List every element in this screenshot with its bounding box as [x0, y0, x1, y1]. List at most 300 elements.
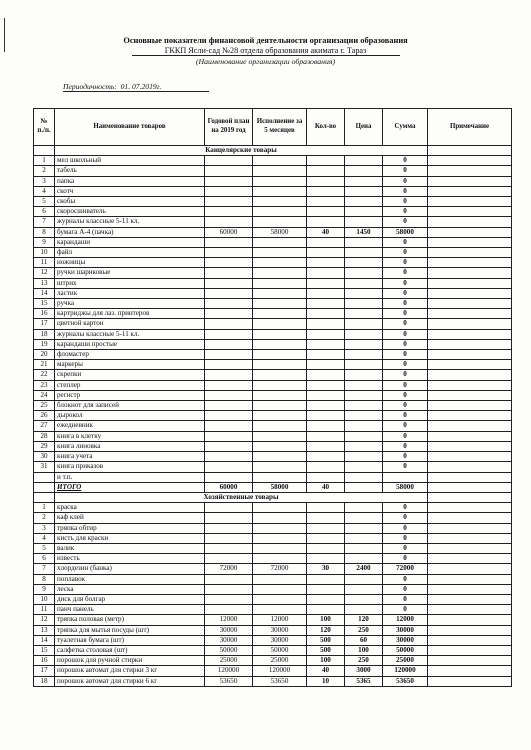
row-execution — [253, 605, 307, 615]
row-note — [428, 166, 512, 176]
row-qty: 40 — [307, 666, 345, 676]
row-name: журналы классные 5-11 кл. — [55, 329, 205, 339]
table-row — [34, 227, 512, 237]
row-plan — [205, 217, 253, 227]
row-name: регистр — [55, 390, 205, 400]
row-name: маркеры — [55, 360, 205, 370]
row-qty — [307, 278, 345, 288]
row-execution: 50000 — [253, 645, 307, 655]
row-execution — [253, 176, 307, 186]
row-qty — [307, 390, 345, 400]
row-name: ручка — [55, 299, 205, 309]
table-row — [34, 156, 512, 166]
section-spacer — [34, 146, 55, 156]
row-name: порошок для ручной стирки — [55, 656, 205, 666]
row-note — [428, 248, 512, 258]
row-sum: 0 — [383, 319, 428, 329]
row-note — [428, 472, 512, 482]
row-num: 15 — [34, 645, 55, 655]
table-row — [34, 258, 512, 268]
row-execution — [253, 390, 307, 400]
row-name: краска — [55, 503, 205, 513]
row-name: тряпка для мытья посуды (шт) — [55, 625, 205, 635]
row-note — [428, 482, 512, 492]
row-price — [345, 350, 383, 360]
row-plan — [205, 278, 253, 288]
row-plan — [205, 574, 253, 584]
row-name: книга в клетку — [55, 431, 205, 441]
row-num: 13 — [34, 625, 55, 635]
organization-caption: (Наименование организации образования) — [195, 57, 336, 66]
table-row — [34, 554, 512, 564]
row-sum: 25000 — [383, 656, 428, 666]
table-row — [34, 656, 512, 666]
row-price — [345, 401, 383, 411]
row-execution — [253, 554, 307, 564]
row-num: 5 — [34, 543, 55, 553]
row-plan — [205, 462, 253, 472]
section-spacer — [428, 146, 512, 156]
row-price — [345, 533, 383, 543]
row-note — [428, 441, 512, 451]
table-row — [34, 676, 512, 686]
row-sum: 0 — [383, 217, 428, 227]
row-execution — [253, 339, 307, 349]
table-row — [34, 615, 512, 625]
row-qty — [307, 258, 345, 268]
row-name: тряпка обтир — [55, 523, 205, 533]
row-qty — [307, 350, 345, 360]
row-name: ИТОГО — [55, 482, 205, 492]
row-execution — [253, 594, 307, 604]
row-price — [345, 605, 383, 615]
row-plan: 60000 — [205, 227, 253, 237]
table-row — [34, 217, 512, 227]
table-row — [34, 380, 512, 390]
table-row — [34, 278, 512, 288]
row-execution — [253, 584, 307, 594]
table-header-row — [34, 109, 512, 146]
row-qty — [307, 513, 345, 523]
row-plan: 50000 — [205, 645, 253, 655]
row-price — [345, 166, 383, 176]
row-note — [428, 319, 512, 329]
row-price — [345, 319, 383, 329]
row-name: ежедневник — [55, 421, 205, 431]
row-qty — [307, 197, 345, 207]
row-execution: 30000 — [253, 625, 307, 635]
row-qty: 100 — [307, 656, 345, 666]
row-plan: 30000 — [205, 635, 253, 645]
row-num: 2 — [34, 166, 55, 176]
row-execution — [253, 268, 307, 278]
row-execution: 30000 — [253, 635, 307, 645]
row-num: 11 — [34, 605, 55, 615]
row-note — [428, 676, 512, 686]
row-num: 16 — [34, 656, 55, 666]
row-execution — [253, 237, 307, 247]
row-num: 17 — [34, 666, 55, 676]
row-price — [345, 186, 383, 196]
row-price — [345, 339, 383, 349]
row-note — [428, 421, 512, 431]
row-qty — [307, 329, 345, 339]
section-title: Канцелярские товары — [55, 146, 428, 156]
row-note — [428, 309, 512, 319]
row-note — [428, 156, 512, 166]
row-qty — [307, 401, 345, 411]
row-execution — [253, 503, 307, 513]
row-name: скотч — [55, 186, 205, 196]
row-note — [428, 237, 512, 247]
row-plan — [205, 441, 253, 451]
row-sum: 0 — [383, 350, 428, 360]
row-sum: 0 — [383, 390, 428, 400]
row-num: 17 — [34, 319, 55, 329]
row-name: ластик — [55, 288, 205, 298]
row-plan — [205, 329, 253, 339]
row-name: штрих — [55, 278, 205, 288]
row-qty — [307, 421, 345, 431]
row-sum: 12000 — [383, 615, 428, 625]
row-plan — [205, 360, 253, 370]
row-sum: 0 — [383, 268, 428, 278]
row-plan — [205, 258, 253, 268]
row-name: папка — [55, 176, 205, 186]
row-name: кисть для краски — [55, 533, 205, 543]
row-name: файл — [55, 248, 205, 258]
row-execution — [253, 288, 307, 298]
row-qty — [307, 411, 345, 421]
row-num: 6 — [34, 554, 55, 564]
row-sum: 58000 — [383, 482, 428, 492]
total-row — [34, 482, 512, 492]
row-plan — [205, 370, 253, 380]
row-num: 18 — [34, 676, 55, 686]
row-qty — [307, 166, 345, 176]
row-num: 5 — [34, 197, 55, 207]
row-qty — [307, 543, 345, 553]
table-row — [34, 594, 512, 604]
row-plan — [205, 411, 253, 421]
row-name: валик — [55, 543, 205, 553]
row-sum: 0 — [383, 288, 428, 298]
table-row — [34, 176, 512, 186]
report-title: Основные показатели финансовой деятельности организации образования — [123, 36, 408, 45]
row-plan — [205, 543, 253, 553]
row-note — [428, 380, 512, 390]
row-note — [428, 360, 512, 370]
row-qty — [307, 237, 345, 247]
table-row — [34, 299, 512, 309]
row-note — [428, 543, 512, 553]
row-sum: 0 — [383, 166, 428, 176]
row-plan — [205, 421, 253, 431]
row-name: скрепки — [55, 370, 205, 380]
row-num: 10 — [34, 248, 55, 258]
row-note — [428, 411, 512, 421]
row-note — [428, 339, 512, 349]
row-execution — [253, 523, 307, 533]
row-plan: 120000 — [205, 666, 253, 676]
row-price — [345, 360, 383, 370]
row-plan — [205, 186, 253, 196]
row-price — [345, 156, 383, 166]
row-execution: 58000 — [253, 227, 307, 237]
row-name: скоросшиватель — [55, 207, 205, 217]
table-row — [34, 645, 512, 655]
row-note — [428, 645, 512, 655]
row-num: 19 — [34, 339, 55, 349]
row-num: 12 — [34, 615, 55, 625]
row-num: 20 — [34, 350, 55, 360]
row-plan — [205, 594, 253, 604]
row-note — [428, 350, 512, 360]
goods-table — [33, 108, 512, 687]
table-row — [34, 584, 512, 594]
row-plan — [205, 554, 253, 564]
row-num: 15 — [34, 299, 55, 309]
row-name: каф клей — [55, 513, 205, 523]
row-execution: 53650 — [253, 676, 307, 686]
row-price — [345, 543, 383, 553]
row-name: степлер — [55, 380, 205, 390]
row-plan — [205, 319, 253, 329]
table-row — [34, 401, 512, 411]
row-qty: 120 — [307, 625, 345, 635]
row-qty — [307, 574, 345, 584]
row-qty — [307, 441, 345, 451]
table-row — [34, 207, 512, 217]
row-plan: 53650 — [205, 676, 253, 686]
row-sum: 120000 — [383, 666, 428, 676]
row-price — [345, 441, 383, 451]
col-header-note: Примечание — [428, 109, 512, 146]
row-name: диск для болгар — [55, 594, 205, 604]
row-qty — [307, 299, 345, 309]
row-num: 11 — [34, 258, 55, 268]
row-note — [428, 615, 512, 625]
row-name: ножницы — [55, 258, 205, 268]
row-plan — [205, 452, 253, 462]
table-row — [34, 472, 512, 482]
table-row — [34, 339, 512, 349]
row-price — [345, 380, 383, 390]
row-qty — [307, 309, 345, 319]
table-row — [34, 350, 512, 360]
row-num: 1 — [34, 503, 55, 513]
row-qty — [307, 472, 345, 482]
section-header-row — [34, 146, 512, 156]
table-row — [34, 574, 512, 584]
row-note — [428, 268, 512, 278]
row-price — [345, 472, 383, 482]
table-row — [34, 329, 512, 339]
section-spacer — [428, 492, 512, 502]
table-row — [34, 503, 512, 513]
row-num: 4 — [34, 533, 55, 543]
row-execution: 25000 — [253, 656, 307, 666]
row-note — [428, 186, 512, 196]
row-num: 31 — [34, 462, 55, 472]
row-plan: 25000 — [205, 656, 253, 666]
row-qty — [307, 533, 345, 543]
col-header-price: Цена — [345, 109, 383, 146]
col-header-plan: Годовой план на 2019 год — [205, 109, 253, 146]
row-plan — [205, 299, 253, 309]
row-plan — [205, 523, 253, 533]
table-row — [34, 319, 512, 329]
row-num: 24 — [34, 390, 55, 400]
row-note — [428, 452, 512, 462]
col-header-execution: Исполнение за 5 месяцев — [253, 109, 307, 146]
row-price: 3000 — [345, 666, 383, 676]
table-row — [34, 421, 512, 431]
row-num: 6 — [34, 207, 55, 217]
row-sum: 0 — [383, 421, 428, 431]
row-note — [428, 462, 512, 472]
row-price — [345, 390, 383, 400]
period-label: Периодичность: — [63, 82, 117, 91]
row-execution: 72000 — [253, 564, 307, 574]
row-sum: 0 — [383, 462, 428, 472]
row-execution: 58000 — [253, 482, 307, 492]
row-num: 22 — [34, 370, 55, 380]
row-execution — [253, 329, 307, 339]
row-execution — [253, 248, 307, 258]
row-note — [428, 513, 512, 523]
row-qty — [307, 248, 345, 258]
row-price — [345, 452, 383, 462]
row-sum: 0 — [383, 299, 428, 309]
row-plan — [205, 156, 253, 166]
row-name: панч панель — [55, 605, 205, 615]
row-sum: 0 — [383, 594, 428, 604]
col-header-num: № п./п. — [34, 109, 55, 146]
row-price: 250 — [345, 625, 383, 635]
row-note — [428, 217, 512, 227]
row-num — [34, 482, 55, 492]
row-execution — [253, 574, 307, 584]
row-sum: 30000 — [383, 625, 428, 635]
row-plan: 12000 — [205, 615, 253, 625]
row-name: поплавок — [55, 574, 205, 584]
row-num: 29 — [34, 441, 55, 451]
row-price — [345, 288, 383, 298]
row-price — [345, 278, 383, 288]
organization-name — [0, 46, 531, 56]
row-price — [345, 462, 383, 472]
row-note — [428, 594, 512, 604]
row-name: фломастер — [55, 350, 205, 360]
row-num: 13 — [34, 278, 55, 288]
row-sum: 0 — [383, 197, 428, 207]
row-qty — [307, 503, 345, 513]
row-sum: 53650 — [383, 676, 428, 686]
row-plan — [205, 176, 253, 186]
row-price — [345, 503, 383, 513]
row-note — [428, 197, 512, 207]
row-price — [345, 421, 383, 431]
row-note — [428, 258, 512, 268]
row-sum: 0 — [383, 543, 428, 553]
row-note — [428, 299, 512, 309]
row-note — [428, 288, 512, 298]
row-plan — [205, 472, 253, 482]
row-execution — [253, 319, 307, 329]
row-sum: 0 — [383, 278, 428, 288]
row-price — [345, 574, 383, 584]
row-execution: 120000 — [253, 666, 307, 676]
row-name: тряпка половая (метр) — [55, 615, 205, 625]
row-price — [345, 554, 383, 564]
row-name: табель — [55, 166, 205, 176]
row-plan — [205, 431, 253, 441]
row-execution — [253, 421, 307, 431]
table-row — [34, 411, 512, 421]
row-price: 1450 — [345, 227, 383, 237]
row-name: картриджы для лаз. принтеров — [55, 309, 205, 319]
table-row — [34, 360, 512, 370]
table-row — [34, 186, 512, 196]
period-line — [63, 82, 209, 92]
row-note — [428, 431, 512, 441]
row-qty: 500 — [307, 645, 345, 655]
period-value: 01. 07.2019г. — [120, 82, 162, 91]
period — [63, 82, 209, 92]
row-num: 3 — [34, 523, 55, 533]
row-price — [345, 197, 383, 207]
row-execution — [253, 411, 307, 421]
table-row — [34, 543, 512, 553]
row-qty: 10 — [307, 676, 345, 686]
row-num: 18 — [34, 329, 55, 339]
row-qty — [307, 594, 345, 604]
row-price — [345, 299, 383, 309]
row-name: и т.п. — [55, 472, 205, 482]
row-plan — [205, 207, 253, 217]
row-name: порошок автомат для стирки 6 кг — [55, 676, 205, 686]
row-sum: 0 — [383, 237, 428, 247]
row-qty — [307, 380, 345, 390]
row-plan: 30000 — [205, 625, 253, 635]
row-plan — [205, 380, 253, 390]
row-execution — [253, 299, 307, 309]
row-execution — [253, 401, 307, 411]
row-plan — [205, 166, 253, 176]
table-row — [34, 166, 512, 176]
table-row — [34, 431, 512, 441]
row-execution — [253, 166, 307, 176]
row-plan — [205, 390, 253, 400]
row-num: 9 — [34, 584, 55, 594]
row-num: 26 — [34, 411, 55, 421]
row-note — [428, 390, 512, 400]
row-qty — [307, 462, 345, 472]
row-name: карандаши — [55, 237, 205, 247]
row-price — [345, 411, 383, 421]
row-num: 9 — [34, 237, 55, 247]
row-sum: 0 — [383, 258, 428, 268]
row-num: 21 — [34, 360, 55, 370]
table-body — [34, 146, 512, 687]
row-execution — [253, 309, 307, 319]
row-qty — [307, 288, 345, 298]
table-row — [34, 605, 512, 615]
table-row — [34, 309, 512, 319]
row-qty: 40 — [307, 482, 345, 492]
row-sum: 0 — [383, 207, 428, 217]
